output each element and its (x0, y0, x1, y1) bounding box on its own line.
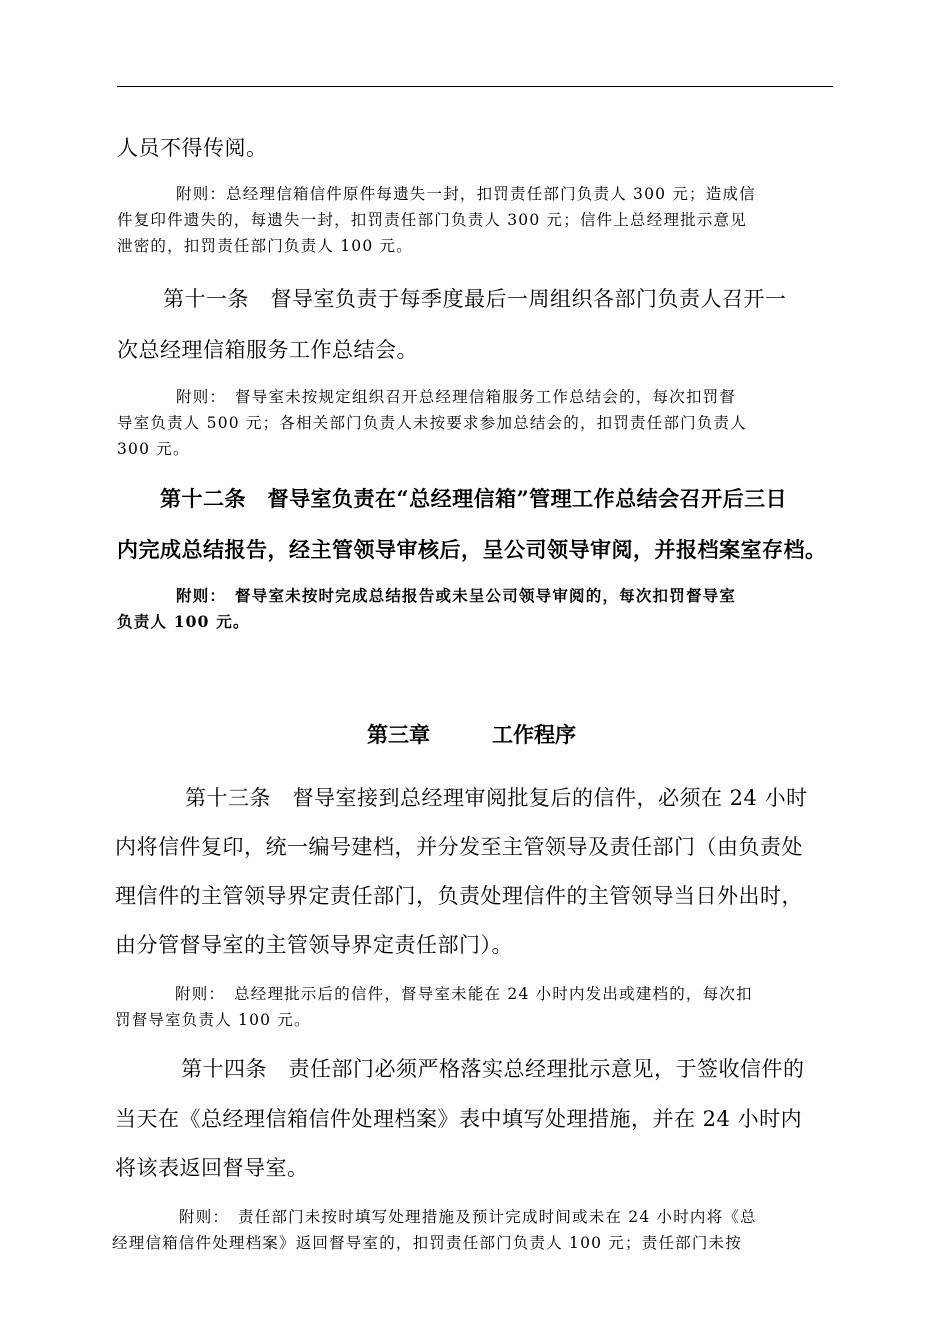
header-rule (117, 86, 833, 87)
note-line: 导室负责人 500 元；各相关部门负责人未按要求参加总结会的，扣罚责任部门负责人 (117, 414, 747, 432)
article-13-line: 理信件的主管领导界定责任部门，负责处理信件的主管领导当日外出时， (115, 884, 803, 908)
paragraph-continuation: 人员不得传阅。 (117, 136, 268, 160)
article-12-line: 第十二条 督导室负责在“总经理信箱”管理工作总结会召开后三日 (160, 486, 788, 511)
note-line: 附则：总经理信箱信件原件每遗失一封，扣罚责任部门负责人 300 元；造成信 (176, 185, 756, 203)
chapter-number: 第三章 (367, 723, 430, 747)
article-11-line: 第十一条 督导室负责于每季度最后一周组织各部门负责人召开一 (163, 287, 787, 311)
note-line: 件复印件遗失的，每遗失一封，扣罚责任部门负责人 300 元；信件上总经理批示意见 (117, 211, 747, 229)
article-11-line: 次总经理信箱服务工作总结会。 (117, 338, 418, 362)
note-line: 300 元。 (117, 440, 190, 458)
article-13-line: 第十三条 督导室接到总经理审阅批复后的信件，必须在 24 小时 (185, 786, 808, 810)
chapter-title: 工作程序 (492, 723, 576, 747)
article-14-line: 当天在《总经理信箱信件处理档案》表中填写处理措施，并在 24 小时内 (115, 1107, 803, 1131)
article-14-line: 第十四条 责任部门必须严格落实总经理批示意见，于签收信件的 (181, 1057, 805, 1081)
note-line: 罚督导室负责人 100 元。 (115, 1011, 311, 1029)
article-14-line: 将该表返回督导室。 (115, 1156, 309, 1180)
note-line: 附则： 总经理批示后的信件，督导室未能在 24 小时内发出或建档的，每次扣 (175, 985, 753, 1003)
note-line: 附则： 责任部门未按时填写处理措施及预计完成时间或未在 24 小时内将《总 (179, 1208, 757, 1226)
note-line: 负责人 100 元。 (117, 612, 250, 631)
article-13-line: 由分管督导室的主管领导界定责任部门）。 (115, 933, 513, 957)
note-line: 附则： 督导室未按时完成总结报告或未呈公司领导审阅的，每次扣罚督导室 (176, 586, 737, 605)
note-line: 附则： 督导室未按规定组织召开总经理信箱服务工作总结会的，每次扣罚督 (176, 388, 737, 406)
article-12-line: 内完成总结报告，经主管领导审核后，呈公司领导审阅，并报档案室存档。 (117, 537, 827, 562)
note-line: 泄密的，扣罚责任部门负责人 100 元。 (117, 237, 413, 255)
note-line: 经理信箱信件处理档案》返回督导室的，扣罚责任部门负责人 100 元；责任部门未按 (112, 1234, 742, 1252)
article-13-line: 内将信件复印，统一编号建档，并分发至主管领导及责任部门（由负责处 (115, 835, 803, 859)
